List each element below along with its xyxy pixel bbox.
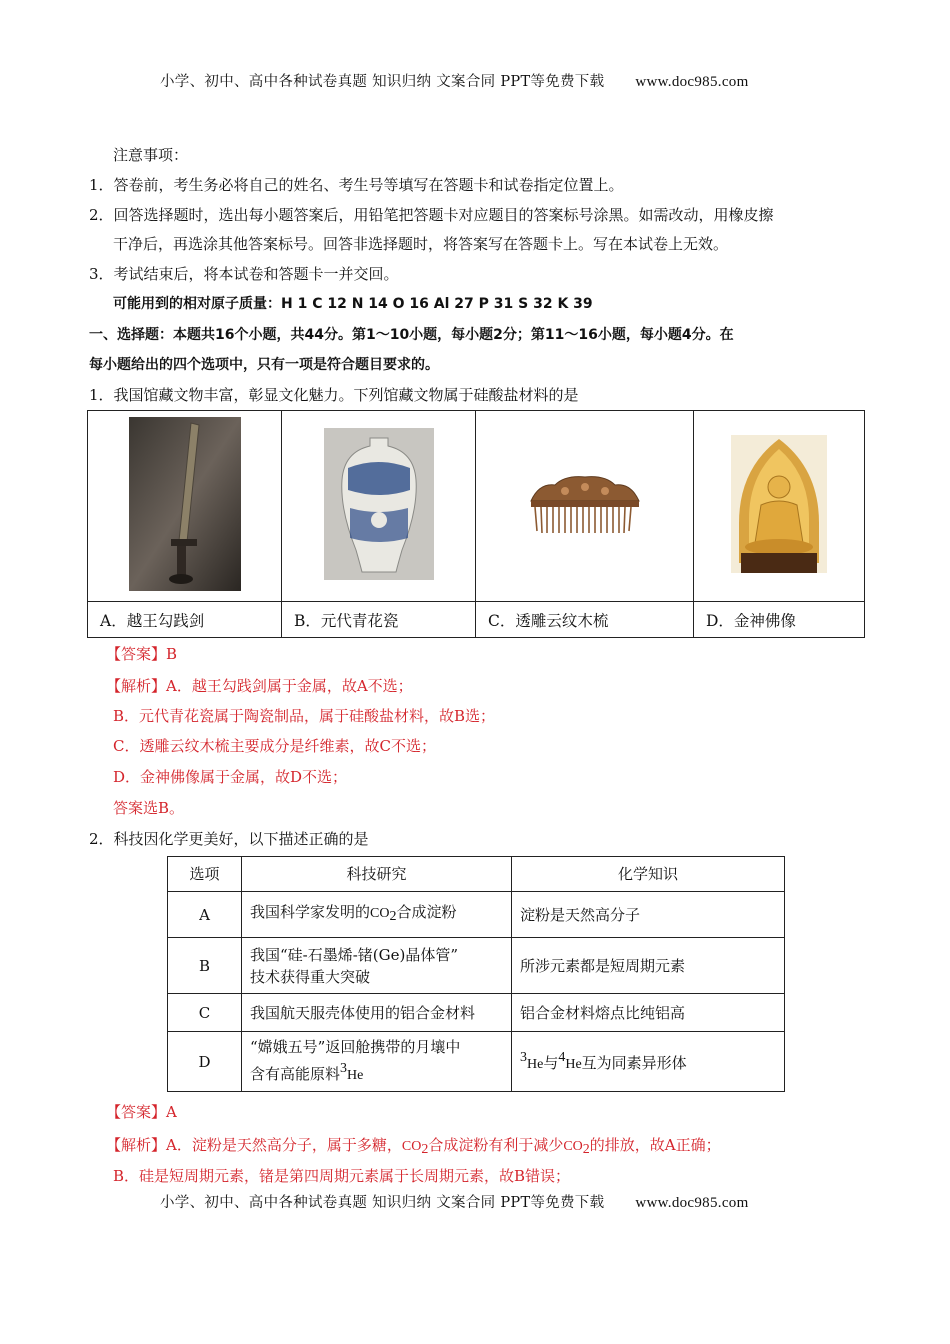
knowledge-cell: 铝合金材料熔点比纯铝高: [512, 994, 785, 1032]
analysis-tag: 【解析】: [106, 677, 167, 695]
q2-table: [167, 856, 785, 1092]
notes-title: 注意事项：: [113, 146, 189, 164]
chem-formula: He: [527, 1057, 544, 1072]
table-row: [168, 1032, 785, 1092]
analysis-text: 的排放，故A正确；: [589, 1136, 721, 1154]
research-text: 技术获得重大突破: [250, 967, 371, 986]
knowledge-cell: 所涉元素都是短周期元素: [512, 938, 785, 994]
q2-analysis-line: [106, 1134, 721, 1158]
option-b-image-cell: [282, 411, 476, 602]
golden-buddha-image: [731, 435, 827, 573]
research-text: 含有高能原料: [250, 1065, 341, 1083]
option-c-image-cell: [476, 411, 694, 602]
notes-item: 1．答卷前，考生务必将自己的姓名、考生号等填写在答题卡和试卷指定位置上。: [89, 176, 624, 194]
research-text: 我国“硅-石墨烯-锗(Ge)晶体管”: [250, 945, 459, 964]
chem-formula: CO: [401, 1139, 422, 1154]
option-a-image-cell: [88, 411, 282, 602]
analysis-text: A．淀粉是天然高分子，属于多糖，: [166, 1136, 402, 1154]
question-2-stem: 2．科技因化学更美好，以下描述正确的是: [89, 830, 369, 848]
header-text: 小学、初中、高中各种试卷真题 知识归纳 文案合同 PPT等免费下载: [160, 74, 605, 90]
footer-url[interactable]: www.doc985.com: [635, 1195, 749, 1211]
page-header: [160, 70, 749, 91]
atomic-mass-line: 可能用到的相对原子质量：H 1 C 12 N 14 O 16 Al 27 P 31 S 32 K 39: [113, 296, 593, 312]
notes-item: 干净后，再选涂其他答案标号。回答非选择题时，将答案写在答题卡上。写在本试卷上无效。: [113, 235, 729, 253]
table-row: [168, 892, 785, 938]
knowledge-cell: [512, 1032, 785, 1092]
q1-options-table: [87, 410, 865, 638]
chem-formula: CO: [563, 1139, 583, 1154]
analysis-text: 合成淀粉有利于减少: [428, 1136, 564, 1154]
footer-text: 小学、初中、高中各种试卷真题 知识归纳 文案合同 PPT等免费下载: [160, 1195, 605, 1211]
table-header: 化学知识: [512, 857, 785, 892]
q1-analysis-line: 答案选B。: [113, 799, 185, 817]
analysis-tag: 【解析】: [106, 1136, 167, 1154]
chem-subscript: 2: [582, 1142, 590, 1157]
q2-answer: 【答案】A: [106, 1103, 177, 1121]
chem-subscript: 2: [389, 909, 397, 924]
option-c-label: C．透雕云纹木梳: [476, 602, 694, 638]
section-heading-cont: 每小题给出的四个选项中，只有一项是符合题目要求的。: [89, 357, 439, 373]
research-cell: [242, 938, 512, 994]
knowledge-cell: 淀粉是天然高分子: [512, 892, 785, 938]
option-cell: D: [168, 1032, 242, 1092]
research-text: 合成淀粉: [396, 903, 457, 921]
q1-analysis-line: C．透雕云纹木梳主要成分是纤维素，故C不选；: [113, 737, 436, 755]
notes-item: 3．考试结束后，将本试卷和答题卡一并交回。: [89, 265, 399, 283]
chem-superscript: 3: [520, 1050, 527, 1065]
notes-item: 2．回答选择题时，选出每小题答案后，用铅笔把答题卡对应题目的答案标号涂黑。如需改动，用橡皮擦: [89, 206, 774, 224]
bronze-sword-image: [129, 417, 241, 591]
research-text: “嫦娥五号”返回舱携带的月壤中: [250, 1038, 461, 1056]
chem-superscript: 4: [558, 1050, 566, 1065]
table-header: 科技研究: [242, 857, 512, 892]
research-cell: [242, 892, 512, 938]
page-footer: [160, 1191, 749, 1212]
option-cell: B: [168, 938, 242, 994]
q1-analysis-line: D．金神佛像属于金属，故D不选；: [113, 768, 348, 786]
analysis-text: A．越王勾践剑属于金属，故A不选；: [166, 677, 413, 695]
option-b-label: B．元代青花瓷: [282, 602, 476, 638]
chem-formula: He: [565, 1057, 582, 1072]
knowledge-text: 互为同素异形体: [581, 1054, 687, 1072]
option-cell: A: [168, 892, 242, 938]
option-d-label: D．金神佛像: [694, 602, 865, 638]
table-header: 选项: [168, 857, 242, 892]
knowledge-text: 与: [543, 1054, 559, 1072]
research-cell: [242, 1032, 512, 1092]
table-row: [168, 938, 785, 994]
q1-analysis-line: [106, 675, 413, 696]
section-heading: 一、选择题：本题共16个小题，共44分。第1～10小题，每小题2分；第11～16小题，每小题4分。在: [89, 327, 734, 343]
option-d-image-cell: [694, 411, 865, 602]
q1-analysis-line: B．元代青花瓷属于陶瓷制品，属于硅酸盐材料，故B选；: [113, 707, 496, 725]
q2-analysis-line: B．硅是短周期元素，锗是第四周期元素属于长周期元素，故B错误；: [113, 1167, 571, 1185]
chem-formula: CO: [370, 906, 390, 921]
option-cell: C: [168, 994, 242, 1032]
chem-formula: He: [347, 1068, 364, 1083]
header-url[interactable]: www.doc985.com: [635, 74, 749, 90]
blue-white-vase-image: [324, 428, 434, 580]
table-row: [168, 994, 785, 1032]
wooden-comb-image: [525, 471, 645, 537]
chem-subscript: 2: [421, 1142, 429, 1157]
question-1-stem: 1．我国馆藏文物丰富，彰显文化魅力。下列馆藏文物属于硅酸盐材料的是: [89, 386, 579, 404]
q1-answer: 【答案】B: [106, 645, 178, 663]
option-a-label: A．越王勾践剑: [88, 602, 282, 638]
research-text: 我国科学家发明的: [250, 903, 371, 921]
research-cell: 我国航天服壳体使用的铝合金材料: [242, 994, 512, 1032]
chem-superscript: 3: [340, 1061, 348, 1076]
